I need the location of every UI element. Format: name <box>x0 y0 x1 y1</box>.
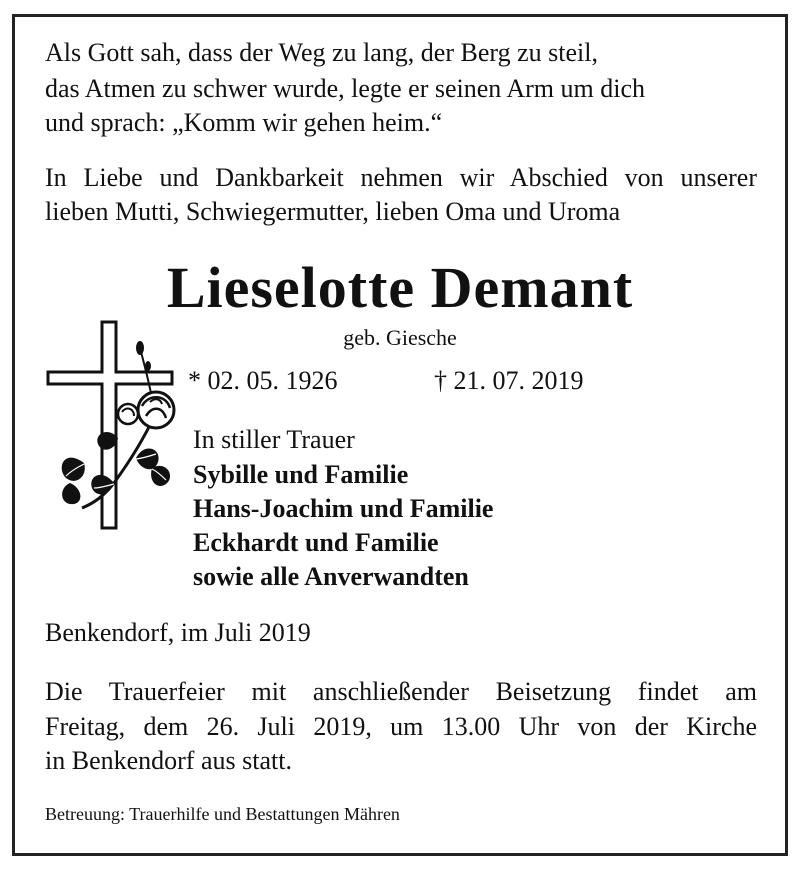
rose-blossom <box>118 392 174 428</box>
deceased-name: Lieselotte Demant <box>166 255 634 320</box>
death-date: † 21. 07. 2019 <box>434 366 584 395</box>
place-date: Benkendorf, im Juli 2019 <box>45 618 311 647</box>
verse-line-2: das Atmen zu schwer wurde, legte er seinen Arm um dich <box>45 74 645 103</box>
funeral-line-1: Die Trauerfeier mit anschließender Beisetzung findet am <box>45 677 757 706</box>
mourner-name: Hans-Joachim und Familie <box>193 494 494 523</box>
mourner-name: Sybille und Familie <box>193 460 409 489</box>
funeral-line-2: Freitag, dem 26. Juli 2019, um 13.00 Uhr von der Kirche <box>45 712 757 741</box>
cross-with-rose-icon <box>44 318 179 533</box>
mourners-heading: In stiller Trauer <box>193 425 355 454</box>
intro-line-2: lieben Mutti, Schwiegermutter, lieben Oma und Uroma <box>45 197 621 226</box>
funeral-line-3: in Benkendorf aus statt. <box>45 746 292 775</box>
mourner-name: Eckhardt und Familie <box>193 528 439 557</box>
intro-line-1: In Liebe und Dankbarkeit nehmen wir Abschied von unserer <box>45 163 757 192</box>
mourner-name: sowie alle Anverwandten <box>193 562 469 591</box>
rose-bud <box>145 361 151 371</box>
rose-bud <box>136 341 144 355</box>
care-note: Betreuung: Trauerhilfe und Bestattungen Mähren <box>45 804 400 824</box>
maiden-name: geb. Giesche <box>343 325 457 350</box>
verse-line-3: und sprach: „Komm wir gehen heim.“ <box>45 108 443 137</box>
verse-line-1: Als Gott sah, dass der Weg zu lang, der Berg zu steil, <box>45 38 598 67</box>
birth-date: * 02. 05. 1926 <box>188 366 338 395</box>
